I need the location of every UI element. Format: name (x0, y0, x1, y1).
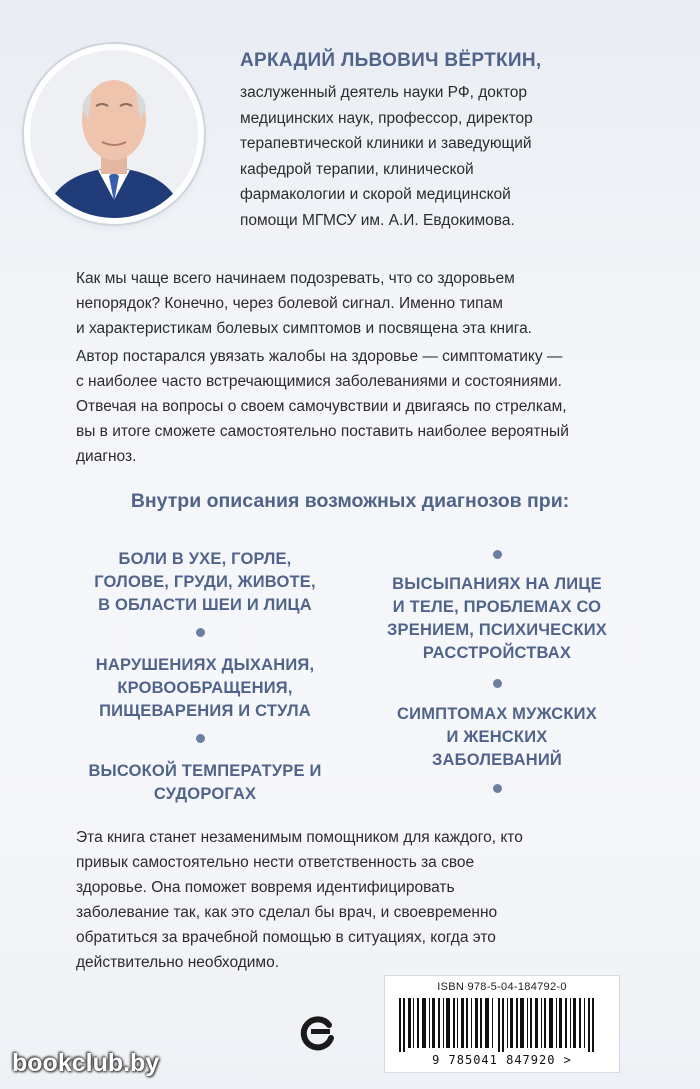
author-bio: заслуженный деятель науки РФ, доктор медицинских наук, профессор, директор терапевтической клиники и заведующий кафедрой терапии, клинической фармакологии и скорой медицинской помощи МГМСУ им. А.И. Евдокимова. (240, 84, 533, 229)
diagnosis-item: ВЫСЫПАНИЯХ НА ЛИЦЕ И ТЕЛЕ, ПРОБЛЕМАХ СО ЗРЕНИЕМ, ПСИХИЧЕСКИХ РАССТРОЙСТВАХ (387, 575, 607, 662)
inside-heading: Внутри описания возможных диагнозов при: (130, 490, 570, 512)
bullet-dot (493, 679, 502, 688)
publisher-logo-icon (298, 1012, 338, 1057)
intro-paragraph-2: Автор постарался увязать жалобы на здоровье — симптоматику — с наиболее часто встречающимися заболеваниями и состояниями. Отвечая на вопросы о своем самочувствии и двигаясь по стрелкам, вы в итоге сможете самостоятельно поставить наиболее вероятный диагноз. (76, 348, 569, 465)
bullet-dot (196, 628, 205, 637)
diagnosis-item: СИМПТОМАХ МУЖСКИХ И ЖЕНСКИХ ЗАБОЛЕВАНИЙ (397, 705, 597, 769)
bullet-dot (493, 784, 502, 793)
author-name: АРКАДИЙ ЛЬВОВИЧ ВЁРТКИН, (240, 50, 542, 71)
barcode (384, 975, 620, 1073)
diagnosis-item: БОЛИ В УХЕ, ГОРЛЕ, ГОЛОВЕ, ГРУДИ, ЖИВОТЕ, В ОБЛАСТИ ШЕИ И ЛИЦА (94, 550, 316, 614)
bullet-dot (493, 550, 502, 559)
author-photo (30, 50, 198, 218)
isbn-text: ISBN 978-5-04-184792-0 (437, 981, 567, 993)
outro-paragraph: Эта книга станет незаменимым помощником для каждого, кто привык самостоятельно нести ответственность за свое здоровье. Она поможет вовремя идентифицировать заболевание так, как это сделал бы врач, и своевременно обратиться за врачебной помощью в ситуациях, когда это действительно необходимо. (76, 829, 523, 971)
barcode-number: 9 785041 847920 > (432, 1053, 572, 1067)
diagnosis-item: ВЫСОКОЙ ТЕМПЕРАТУРЕ И СУДОРОГАХ (88, 762, 322, 803)
bullet-dot (196, 734, 205, 743)
author-portrait (30, 50, 198, 218)
intro-paragraph-1: Как мы чаще всего начинаем подозревать, что со здоровьем непорядок? Конечно, через болевой сигнал. Именно типам и характеристикам болевых симптомов и посвящена эта книга. (76, 270, 532, 337)
watermark: bookclub.by (12, 1049, 160, 1077)
diagnosis-item: НАРУШЕНИЯХ ДЫХАНИЯ, КРОВООБРАЩЕНИЯ, ПИЩЕВАРЕНИЯ И СТУЛА (95, 656, 315, 720)
barcode-bars (399, 998, 605, 1052)
